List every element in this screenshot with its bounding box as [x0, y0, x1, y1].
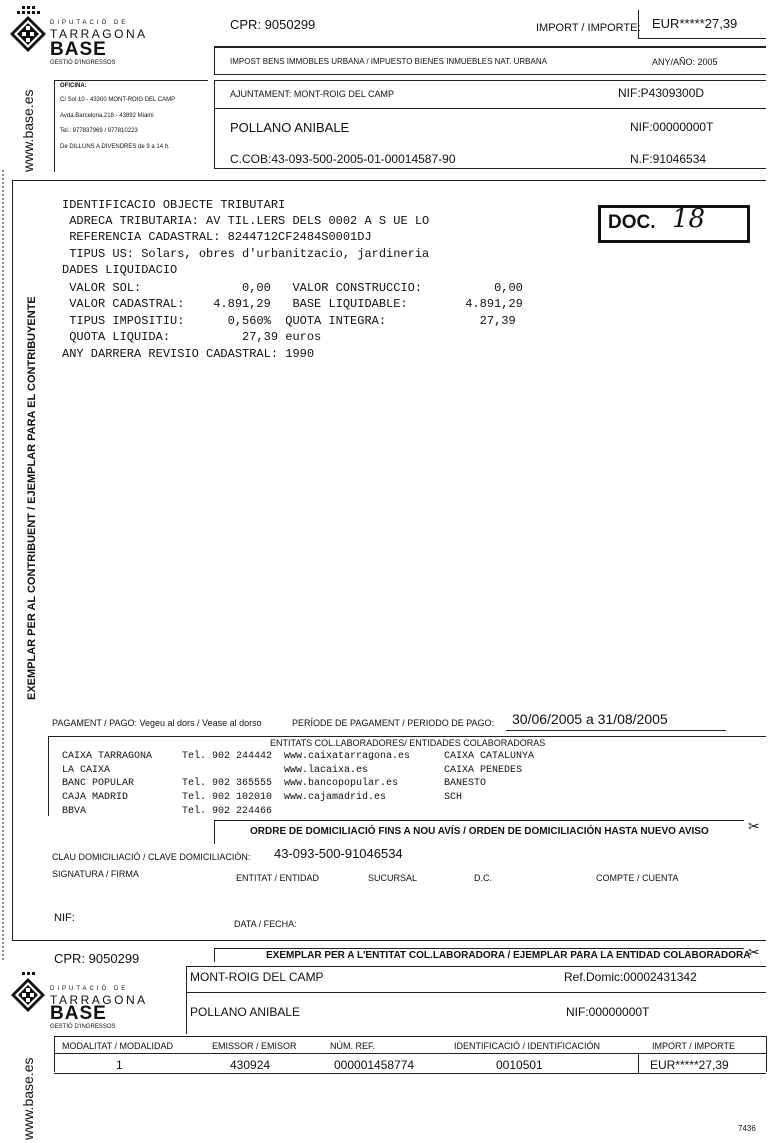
object-line: VALOR SOL: 0,00 VALOR CONSTRUCCIO: 0,00: [62, 281, 523, 295]
bottom-nif: NIF:00000000T: [566, 1005, 650, 1019]
logo-tarragona: TARRAGONA: [50, 27, 148, 41]
impost-label: IMPOST BENS IMMOBLES URBANA / IMPUESTO BIENES INMUEBLES NAT. URBANA: [230, 57, 547, 66]
domiciliacio-title: ORDRE DE DOMICILIACIÓ FINS A NOU AVÍS / ORDEN DE DOMICILIACIÓN HASTA NUEVO AVISO: [250, 826, 709, 837]
bottom-cpr: CPR: 9050299: [54, 951, 140, 966]
logo-tarragona: TARRAGONA: [50, 993, 148, 1007]
nif-ajuntament: NIF:P4309300D: [618, 86, 705, 100]
clau-label: CLAU DOMICILIACIÓ / CLAVE DOMICILIACIÓN:: [52, 852, 251, 862]
ccob-label: C.COB:43-093-500-2005-01-00014587-90: [230, 152, 456, 166]
entity-name: LA CAIXA: [62, 765, 111, 776]
entity-other: CAIXA PENEDES: [444, 765, 523, 776]
diputacio-logo-icon: [8, 6, 48, 64]
logo-gestio: GESTIÓ D'INGRESSOS: [50, 1024, 116, 1030]
dc-label: D.C.: [474, 873, 492, 883]
logo-gestio: GESTIÓ D'INGRESSOS: [50, 60, 116, 66]
object-line: ADRECA TRIBUTARIA: AV TIL.LERS DELS 0002 A S UE LO: [62, 214, 430, 228]
col-modalitat: MODALITAT / MODALIDAD: [62, 1041, 174, 1051]
import-label: IMPORT / IMPORTE:: [536, 22, 641, 34]
entity-name: BANC POPULAR: [62, 778, 135, 789]
object-line: REFERENCIA CADASTRAL: 8244712CF2484S0001DJ: [62, 230, 372, 244]
entity-tel: Tel. 902 365555: [182, 778, 273, 789]
import-value: EUR*****27,39: [652, 16, 738, 31]
entity-tel: Tel. 902 244442: [182, 751, 273, 762]
entitats-title: ENTITATS COL.LABORADORES/ ENTIDADES COLABORADORAS: [270, 738, 546, 748]
bottom-exemplar: EXEMPLAR PER A L'ENTITAT COL.LABORADORA / EJEMPLAR PARA LA ENTIDAD COLABORADORA: [266, 950, 751, 961]
object-line: VALOR CADASTRAL: 4.891,29 BASE LIQUIDABLE: 4.891,29: [62, 297, 523, 311]
val-emissor: 430924: [230, 1058, 271, 1072]
entity-web: www.caixatarragona.es: [284, 751, 411, 762]
entity-name: CAIXA TARRAGONA: [62, 751, 153, 762]
signatura-label: SIGNATURA / FIRMA: [52, 869, 139, 879]
any-label: ANY/AÑO: 2005: [652, 57, 718, 67]
val-modalitat: 1: [116, 1058, 123, 1072]
object-line: DADES LIQUIDACIO: [62, 263, 178, 277]
col-import: IMPORT / IMPORTE: [652, 1041, 736, 1051]
nif-label: NIF:: [54, 912, 75, 924]
bottom-titular: POLLANO ANIBALE: [190, 1005, 301, 1019]
website-label: www.base.es: [20, 1057, 36, 1140]
logo-base: BASE: [50, 39, 107, 60]
scissors-icon: ✂: [748, 818, 760, 834]
col-ident: IDENTIFICACIÓ / IDENTIFICACIÓN: [454, 1041, 601, 1051]
object-line: QUOTA LIQUIDA: 27,39 euros: [62, 330, 322, 344]
clau-value: 43-093-500-91046534: [274, 846, 403, 861]
val-ref: 000001458774: [334, 1058, 415, 1072]
entity-tel: Tel. 902 102010: [182, 792, 273, 803]
entity-web: www.lacaixa.es: [284, 765, 369, 776]
pagament-label: PAGAMENT / PAGO: Vegeu al dors / Vease al dorso: [52, 718, 262, 728]
payment-dates: 30/06/2005 a 31/08/2005: [512, 711, 668, 727]
titular-name: POLLANO ANIBALE: [230, 120, 350, 135]
val-ident: 0010501: [496, 1058, 543, 1072]
object-line: IDENTIFICACIO OBJECTE TRIBUTARI: [62, 198, 286, 212]
sucursal-label: SUCURSAL: [368, 873, 418, 883]
nf-label: N.F:91046534: [630, 152, 707, 166]
logo-diputacio: DIPUTACIÓ DE: [50, 20, 129, 26]
oficina-hours: De DILLUNS A DIVENDRES de 9 a 14 h.: [60, 144, 170, 150]
bottom-municipi: MONT-ROIG DEL CAMP: [190, 970, 324, 984]
perforation-dots: [2, 170, 4, 960]
oficina-line1: C/ Sol 10 - 43300 MONT-ROIG DEL CAMP: [60, 97, 176, 103]
entity-name: CAJA MADRID: [62, 792, 129, 803]
entity-name: BBVA: [62, 806, 87, 817]
object-line: ANY DARRERA REVISIO CADASTRAL: 1990: [62, 347, 315, 361]
ajuntament-label: AJUNTAMENT: MONT-ROIG DEL CAMP: [230, 89, 395, 99]
bottom-ref-domic: Ref.Domic:00002431342: [564, 970, 697, 984]
val-import: EUR*****27,39: [650, 1058, 729, 1072]
entity-web: www.bancopopular.es: [284, 778, 399, 789]
object-line: TIPUS IMPOSITIU: 0,560% QUOTA INTEGRA: 27,39: [62, 314, 516, 328]
footer-code: 7436: [738, 1124, 756, 1133]
data-label: DATA / FECHA:: [234, 919, 297, 929]
entitat-label: ENTITAT / ENTIDAD: [236, 873, 320, 883]
entity-other: SCH: [444, 792, 463, 803]
doc-stamp-label: DOC.: [608, 212, 656, 233]
diputacio-logo-icon: [8, 972, 48, 1018]
logo-base: BASE: [50, 1003, 107, 1024]
side-label: EXEMPLAR PER AL CONTRIBUENT / EJEMPLAR PARA EL CONTRIBUYENTE: [26, 296, 38, 700]
oficina-label: OFICINA:: [60, 83, 87, 89]
cpr-label: CPR: 9050299: [230, 17, 316, 32]
scissors-icon: ✂: [748, 944, 760, 960]
compte-label: COMPTE / CUENTA: [596, 873, 679, 883]
object-line: TIPUS US: Solars, obres d'urbanitzacio, jardineria: [62, 247, 430, 261]
periode-label: PERÍODE DE PAGAMENT / PERIODO DE PAGO:: [292, 718, 495, 728]
entity-other: CAIXA CATALUNYA: [444, 751, 535, 762]
logo-diputacio: DIPUTACIÓ DE: [50, 986, 129, 992]
website-label: www.base.es: [20, 89, 36, 172]
oficina-phone: Tel.: 977837969 / 977810223: [60, 128, 138, 134]
col-ref: NÚM. REF.: [330, 1041, 375, 1051]
col-emissor: EMISSOR / EMISOR: [212, 1041, 297, 1051]
entity-other: BANESTO: [444, 778, 487, 789]
entity-tel: Tel. 902 224466: [182, 806, 273, 817]
nif-titular: NIF:00000000T: [630, 120, 714, 134]
oficina-line2: Avda.Barcelona,218 - 43892 Miami: [60, 113, 154, 119]
entity-web: www.cajamadrid.es: [284, 792, 387, 803]
doc-stamp-number: 18: [672, 204, 706, 234]
